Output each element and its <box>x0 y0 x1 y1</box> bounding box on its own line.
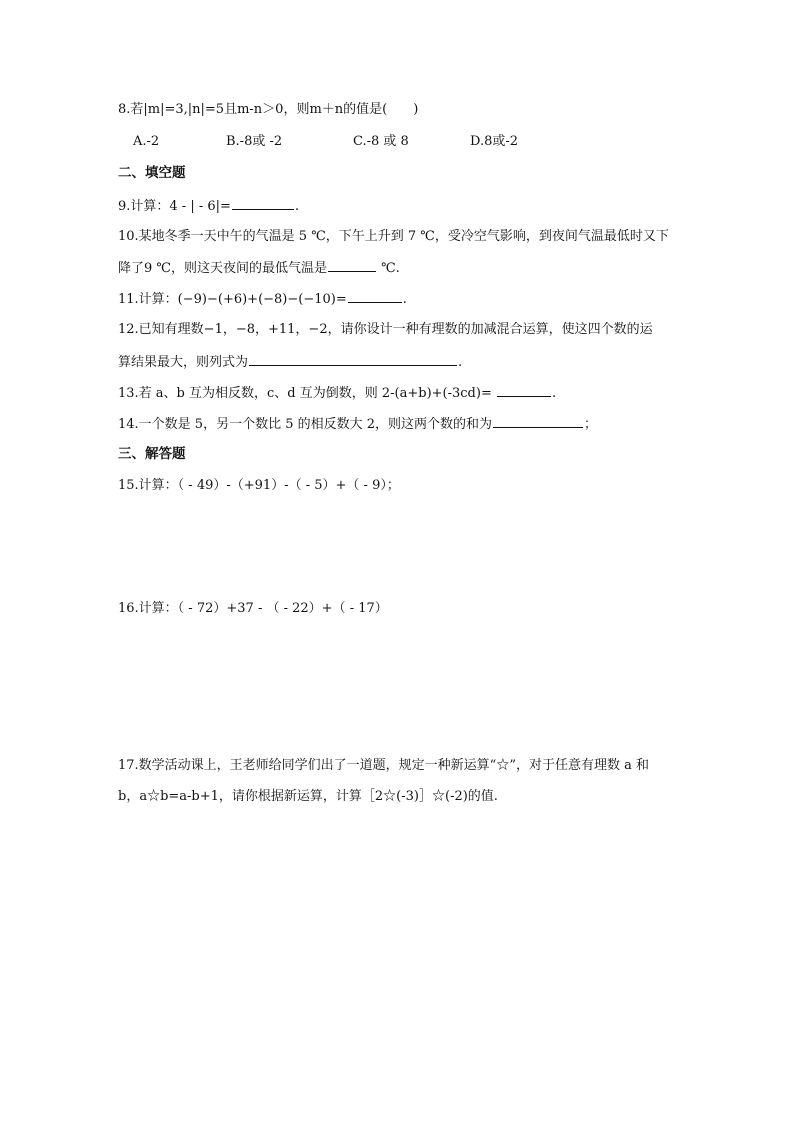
answer-blank <box>497 383 551 397</box>
section-title-solve: 三、解答题 <box>118 446 186 462</box>
question-13-end: . <box>551 386 557 401</box>
question-14-end: ； <box>584 417 598 432</box>
answer-blank <box>232 196 294 210</box>
option-d: D.8或-2 <box>470 134 519 149</box>
question-11-end: . <box>402 292 407 307</box>
question-11-text: 11.计算：(−9)−(+6)+(−8)−(−10)= <box>118 292 347 307</box>
question-17-line-1: 17.数学活动课上，王老师给同学们出了一道题，规定一种新运算“☆”，对于任意有理数 a 和 <box>118 758 649 773</box>
question-16: 16.计算：（ - 72）+37 - （ - 22）+（ - 17） <box>118 601 388 616</box>
answer-blank <box>249 352 457 366</box>
question-14-text: 14.一个数是 5，另一个数比 5 的相反数大 2，则这两个数的和为 <box>118 417 493 432</box>
answer-blank <box>328 258 376 272</box>
question-10-line-1: 10.某地冬季一天中午的气温是 5 ℃，下午上升到 7 ℃，受冷空气影响，到夜间气温最低时又下 <box>118 229 669 244</box>
section-title-fill-in: 二、填空题 <box>118 165 186 181</box>
question-12-end: . <box>458 355 463 370</box>
question-10-end: ℃. <box>376 261 400 276</box>
question-12-text: 算结果最大，则列式为 <box>118 355 249 370</box>
question-12-line-1: 12.已知有理数−1，−8，+11，−2，请你设计一种有理数的加减混合运算，使这四个数的运 <box>118 322 653 337</box>
question-13-text: 13.若 a、b 互为相反数，c、d 互为倒数，则 2-(a+b)+(-3cd)= <box>118 386 496 401</box>
question-9 <box>118 196 299 216</box>
question-10-line-2 <box>118 258 400 278</box>
option-c: C.-8 或 8 <box>353 134 409 149</box>
option-b: B.-8或 -2 <box>226 134 283 149</box>
question-12-line-2 <box>118 352 462 372</box>
question-13 <box>118 383 556 403</box>
answer-blank <box>348 289 402 303</box>
question-11 <box>118 289 407 309</box>
question-15: 15.计算：（ - 49）-（+91）-（ - 5）+（ - 9）； <box>118 478 400 493</box>
question-17-line-2: b，a☆b=a-b+1，请你根据新运算，计算［2☆(-3)］☆(-2)的值. <box>118 789 498 804</box>
answer-blank <box>493 414 583 428</box>
question-9-end: . <box>294 199 300 214</box>
question-8-text: 8.若|m|=3,|n|=5且m-n＞0，则m＋n的值是( ) <box>118 102 419 117</box>
question-14 <box>118 414 597 434</box>
question-8 <box>118 101 418 119</box>
question-10-text: 降了9 ℃，则这天夜间的最低气温是 <box>118 261 327 276</box>
question-9-text: 9.计算：4 - | - 6|= <box>118 199 231 214</box>
option-a: A.-2 <box>133 134 160 149</box>
